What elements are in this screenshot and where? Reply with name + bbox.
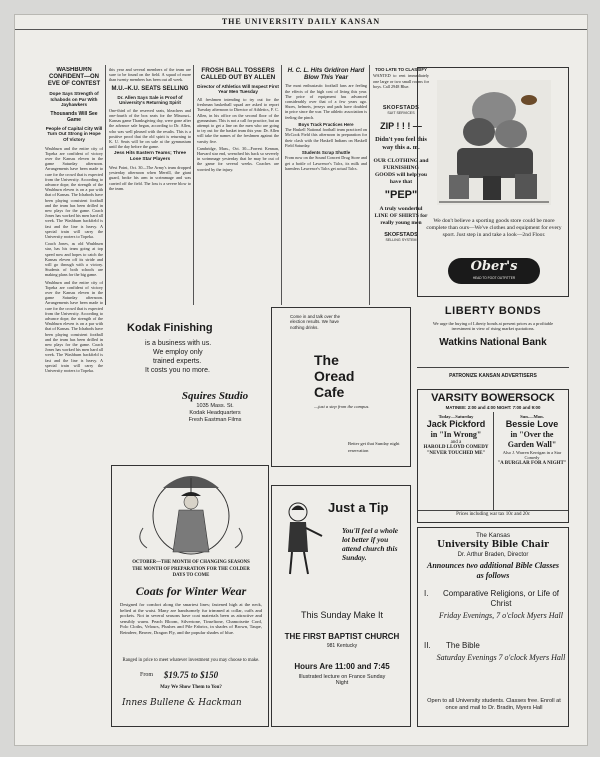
squires-studio: Squires Studio [181,390,249,402]
watkins-bank: Watkins National Bank [439,336,547,348]
kodak-line: trained experts. [153,358,202,365]
kodak-line: is a business with us. [145,340,212,347]
column-rule [105,65,106,305]
bible-item-title: The Bible [446,641,480,650]
bible-item-number: I. [424,589,429,598]
liberty-bonds-ad [417,305,569,365]
squires-line: Fresh Eastman Films [188,417,242,423]
church-hours: Hours Are 11:00 and 7:45 [294,662,390,671]
column-rule [193,65,194,305]
headline: WASHBURN CONFIDENT—ON EVE OF CONTEST [47,67,101,87]
church-lecture: Illustrated lecture on France Sunday Night [298,674,386,687]
squires-line: Kodak Headquarters [189,410,241,416]
article-body: One-third of the reserved seats, bleachers and one-fourth of the box seats for the Missouri–Kansas game Thanksgiving day, were gone after the advance sale began, according to Dr. Allen, who was well pleased with the results. This is a positive proof that the old spirit is returning to K. U. Seats will be on sale at the gymnasium until the day before the game. [109,107,191,150]
man-pointing-illustration [278,500,324,578]
article-body: Cambridge, Mass., Oct. 30—Forrest Kennan, Harvard star end, wrenched his back so severely in scrimmage yesterday that he may be out of the game for several weeks. Coaches are worried by the injury. [197,145,279,172]
oread-top-text: Come in and talk over the election results. We have nothing drinks. [290,314,341,330]
bible-item-when: Saturday Evenings 7 o'clock Myers Hall [436,653,566,662]
coats-ranged: Ranged in price to meet whatever investment you may choose to make. [122,658,260,663]
coats-show: May We Show Them to You? [160,685,222,690]
newspaper-page [14,14,588,746]
masthead [15,15,587,30]
masthead-title: THE UNIVERSITY DAILY KANSAN [221,17,381,26]
today-label: Today—Saturday [438,414,474,419]
shirts-text: A truly wonderful LINE OF SHIRTS for really young men [374,206,428,226]
woman-with-umbrella-illustration [113,468,269,562]
oread-better: Better get that Sunday night reservation [348,441,400,453]
bible-kansas: The Kansas [475,532,511,539]
coats-ad [111,465,269,727]
article-body: West Point, Oct. 30—The Army's team dropped yesterday afternoon when Merrill, the giant guard, broke his arm in scrimmage and was carried off the field. The loss is a severe blow to the team. [109,165,191,191]
burglar: "A BURGLAR FOR A NIGHT" [497,460,567,466]
baptist-ad [271,485,411,727]
and-a: and a [450,440,462,445]
church-address: 981 Kentucky [326,643,358,649]
football-players-illustration [419,70,569,210]
sunday-make-it: This Sunday Make It [300,610,384,620]
tip-title: Just a Tip [328,500,389,515]
divider [417,367,569,368]
article-body: The most enthusiastic football fans are feeling the effects of the high cost of living this year. The price of equipment has advanced considerably over that of a few years ago. Shoes, helmets, jerseys and pads have doubled in price since the war. The athletic association is feeling the pinch. [285,83,367,120]
coats-price: $19.75 to $150 [163,670,219,680]
squires-address: 1035 Mass. St. [196,403,234,409]
classified-title: TOO LATE TO CLASSIFY [375,67,427,72]
coats-signature: Innes Bullene & Hackman [122,698,242,708]
zip-text: ZIP ! ! ! — [380,121,422,131]
prices: Prices including war tax 10c and 20c [456,512,530,517]
bible-item-title: Comparative Religions, or Life of Christ [442,589,560,608]
article-body: All freshmen intending to try out for the freshman basketball squad are asked to report Tuesday afternoon to Director of Athletics, F. C. Allen, in his office on the second floor of the gymnasium. This is not a call for practice, but an attempt to get a line on the men who are going to try out for the basket team this year. Dr. Allen will take the names of the freshmen against the varsity five. [197,97,279,144]
subhead: Dr. Allen Says Sale is Proof of University's Returning Spirit [117,94,183,106]
subhead: Boys Track Practices Here [298,121,354,127]
coats-from: From [140,672,154,678]
headline: M.U.–K.U. SEATS SELLING [111,85,189,92]
coats-body: Designed for comfort along the smartest lines; fastened high at the neck, belted at the waist. Many are handsomely fur trimmed at collar, cuffs and pockets. Not in several seasons have coat materials been as attractive and sensibly warm. Peach Bloom, Silvertone, Tinseltone, Chamoisette Cord, Polo Cloths, Velours, Plushes and Pile Fabrics, in shades of Brown, Taupe, Reindeer, Beaver, Dragon Fly, and the popular shades of blue. [120,602,262,635]
article-body: The Haskell National football team practiced on McCook Field this afternoon in preparation for their clash with the Haskell Indians on Haskell Field Saturday. [285,127,367,148]
article-body: From now on the Sound Concert Drug Store and get a bottle of Lawrence's Talcs, its milk and harmless Lawrence's Talcs get actual Talcs. [285,155,367,171]
article-washburn [45,67,103,447]
subhead: People of Capital City Will Turn Out Strong in Hope Of Victory [45,125,103,142]
oread-the: The [314,352,339,368]
liberty-title: LIBERTY BONDS [444,305,542,317]
bible-item-when: Friday Evenings, 7 o'clock Myers Hall [439,611,563,620]
bowersock-ad [417,389,569,523]
in-wrong: in "In Wrong" [430,430,482,439]
column-rule [369,65,370,305]
sun-mon-label: Sun.—Mon. [520,414,544,419]
bible-chair-ad [417,527,569,727]
bowersock-title: VARSITY BOWERSOCK [431,392,555,404]
obers-ad [417,67,569,297]
bible-chair-title: University Bible Chair [437,540,549,550]
headline: FROSH BALL TOSSERS CALLED OUT BY ALLEN [200,67,276,82]
obers-logo-badge [448,258,540,284]
bible-item-number: II. [424,641,431,650]
jack-pickford: Jack Pickford [426,419,486,429]
subhead: Director of Athletics Will Inspect First Year Men Tuesday [197,83,279,95]
harold-lloyd: HAROLD LLOYD COMEDY [423,445,489,450]
bessie-love: Bessie Love [505,419,559,429]
sunday-listing [497,414,567,467]
oread-cafe: Cafe [314,384,345,400]
obers-text: We don't believe a sporting goods store could be more complete than ours—We've clothes and equipment for every sport. Just step in and take a look—2nd Floor. [426,218,562,238]
coats-prep: THE MONTH OF PREPARATION FOR THE COLDER DAYS TO COME [132,567,250,578]
obers-logo: Ober's [470,259,518,274]
pep-text: "PEP" [384,189,418,201]
article-seats [109,67,191,305]
today-listing [422,414,490,457]
church-name: THE FIRST BAPTIST CHURCH [284,632,400,641]
oread-cafe-ad [271,307,411,467]
our-clothing-text: OUR CLOTHING and FURNISHING GOODS will help you have that [373,158,429,185]
subhead: Dope Says Strength of Ichabods on Par With Jayhawkers [49,91,99,108]
classified-body: WANTED to rent immediately one large or two small rooms for boys. Call 2948 Blue. [373,73,429,89]
article-body: Coach Jones, as old Washburn star, has his team going at top speed now and hopes to catch the Kansas eleven off its stride and will go through with a victory. Students of both schools are making plans for the big game. [45,241,103,278]
article-body: Washburn and the entire city of Topeka are confident of victory over the Kansas eleven in the game Saturday afternoon. Arrangements have been made to care for the crowd that is expected from the University. According to advance dope, the strength of the Washburn eleven is on a par with that of Kansas. The Ichabods have been playing consistent football and the team has been drilled in new plays for the game. Coach Jones has worked his men hard all week. The Washburn backfield is fast and the line is heavy. A special train will carry the University rooters to Topeka. [45,279,103,374]
kodak-line: We employ only [153,349,203,356]
article-body: this year and several members of the team are sure to be found on the field. A squad of more than twenty members has been out all week. [109,67,191,83]
tip-body: You'll feel a whole lot better if you attend church this Sunday. [342,526,399,562]
oread-name [314,352,354,400]
divider [418,510,568,511]
didnt-text: Didn't you feel this way this a. m. [375,136,427,151]
bible-announces: Announces two additional Bible Classes as follows [426,561,560,580]
oread-oread: Oread [314,368,355,384]
article-body: Washburn and the entire city of Topeka are confident of victory over the Kansas eleven in the game Saturday afternoon. Arrangements have been made to care for the crowd that is expected from the University. According to advance dope, the strength of the Washburn eleven is on a par with that of Kansas. The Ichabods have been playing consistent football and the team has been drilled in new plays for the game. Coach Jones has worked his men hard all week. The Washburn backfield is fast and the line is heavy. A special train will carry the University rooters to Topeka. [45,145,103,240]
coats-month: OCTOBER—THE MONTH OF CHANGING SEASONS [132,560,250,565]
skofstads-logo: SKOFSTADS [384,232,418,238]
bible-director: Dr. Arthur Braden, Director [457,552,529,558]
kodak-title: Kodak Finishing [127,322,213,334]
article-frosh [197,67,279,305]
article-hcl [285,67,367,305]
liberty-body: We urge the buying of Liberty bonds at present prices as a profitable investment in view of rising market quotations. [432,321,554,332]
skofstads-logo: SKOFSTADS [382,105,420,111]
also-kerrigan: Also J. Warren Kerrigan in a Star Comedy [502,450,562,461]
coats-title: Coats for Winter Wear [135,584,247,598]
subhead: Students Scrap Shuttle [301,150,351,156]
showtimes: MATINEE: 2:00 and 4:00 NIGHT: 7:00 and 9:00 [445,405,541,410]
headline: H. C. L. Hits Gridiron Hard Blow This Year [287,67,365,82]
column-rule [281,65,282,305]
never-touched: "NEVER TOUCHED ME" [426,451,486,456]
kodak-line: It costs you no more. [145,367,210,374]
kodak-ad [115,307,265,449]
headline: Jess Hits Eastern Teams; Three Lose Star Players [113,151,187,163]
patronize-text: PATRONIZE KANSAN ADVERTISERS [449,373,537,379]
divider [493,412,494,510]
skofstads-tagline: SELLING SYSTEM [385,238,417,242]
skofstads-tagline: SUIT SERVICES [387,111,415,115]
over-the-garden-wall: in "Over the Garden Wall" [507,430,557,449]
bible-open: Open to all University students. Classes free. Enroll at once and mail to Dr. Bradin, Myers Hall [427,698,561,711]
subhead: Thousands Will See Game [50,110,98,123]
obers-logo-sub: HEAD TO FOOT OUTFITTER [472,276,516,280]
oread-sub: —just a step from the campus. [314,404,370,409]
